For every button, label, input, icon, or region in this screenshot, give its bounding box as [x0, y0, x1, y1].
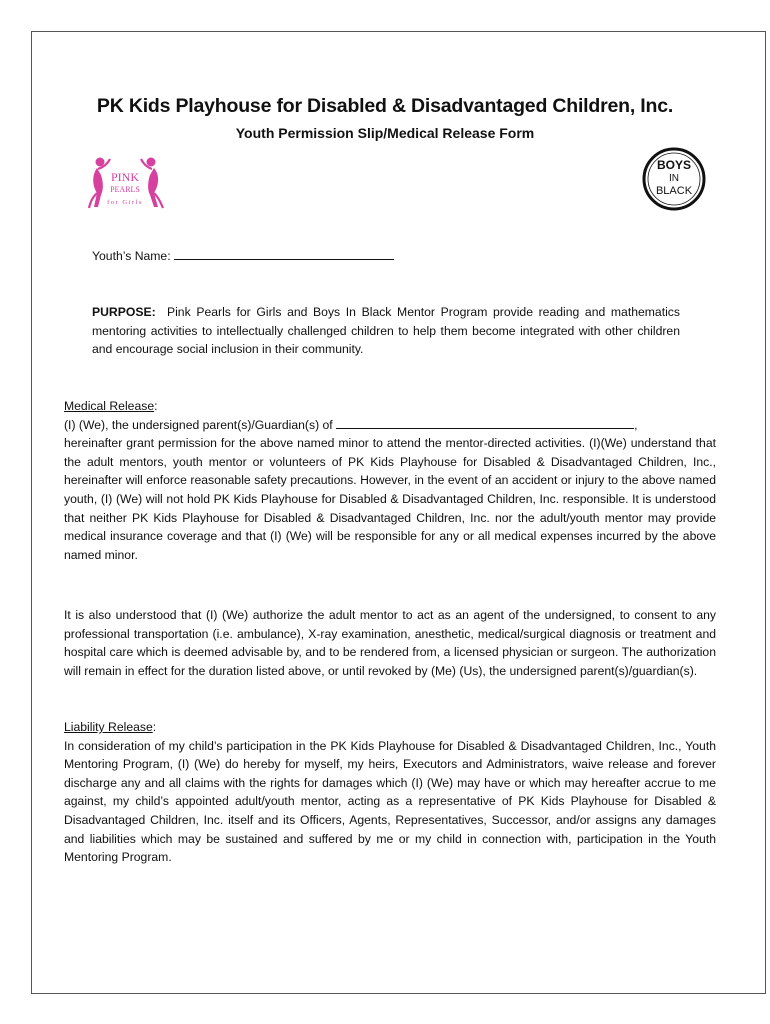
- logo-text-pearls: PEARLS: [110, 185, 140, 194]
- boys-in-black-logo: [642, 147, 706, 211]
- guardian-line-prefix: (I) (We), the undersigned parent(s)/Guardian(s) of: [64, 417, 333, 432]
- liability-release-section: [64, 718, 716, 867]
- guardian-line-suffix: ,: [634, 417, 638, 432]
- purpose-text: Pink Pearls for Girls and Boys In Black Mentor Program provide reading and mathematics mentoring activities to intellectually challenged children to help them become integrated with other children and encourage social inclusion in their community.: [92, 305, 680, 357]
- logo-text-black: BLACK: [655, 185, 693, 197]
- logo-text-boys: BOYS: [656, 158, 692, 172]
- logo-text-pink: PINK: [110, 170, 140, 184]
- youth-name-label: Youth’s Name:: [92, 249, 171, 263]
- liability-release-colon: :: [152, 720, 157, 734]
- medical-release-colon: :: [154, 399, 158, 413]
- purpose-section: [92, 303, 680, 359]
- youth-name-field: [92, 247, 394, 263]
- minor-name-blank[interactable]: [336, 416, 634, 429]
- document-title: PK Kids Playhouse for Disabled & Disadvantaged Children, Inc.: [96, 95, 674, 117]
- dancer-right-icon: [141, 158, 163, 209]
- purpose-label: PURPOSE:: [92, 305, 156, 319]
- logo-text-for-girls: for Girls: [107, 199, 143, 206]
- medical-release-body: hereinafter grant permission for the above named minor to attend the mentor-directed activities. (I)(We) understand that the adult mentors, youth mentor or volunteers of PK Kids Playhouse for Disabled & Disadvantaged Children, Inc., hereinafter will enforce reasonable safety precautions. However, in the event of an accident or injury to the above named youth, (I) (We) will not hold PK Kids Playhouse for Disabled & Disadvantaged Children, Inc. responsible. It is understood that neither PK Kids Playhouse for Disabled & Disadvantaged Children, Inc. nor the adult/youth mentor may provide medical insurance coverage and that (I) (We) will be responsible for any or all medical expenses incurred by the above named minor.: [64, 436, 716, 562]
- pink-pearls-logo: [88, 155, 180, 213]
- medical-release-heading: Medical Release: [64, 399, 155, 413]
- liability-release-heading: Liability Release: [64, 720, 153, 734]
- authorization-paragraph: It is also understood that (I) (We) authorize the adult mentor to act as an agent of the undersigned, to consent to any professional transportation (i.e. ambulance), X-ray examination, anesthetic, medical/surgical diagnosis or treatment and hospital care which is deemed advisable by, and to be rendered from, a licensed physician or surgeon. The authorization will remain in effect for the duration listed above, or until revoked by (Me) (Us), the undersigned parent(s)/guardian(s).: [64, 608, 716, 678]
- medical-release-section: [64, 397, 716, 564]
- liability-release-body: In consideration of my child’s participation in the PK Kids Playhouse for Disabled & Disadvantaged Children, Inc., Youth Mentoring Program, (I) (We) do hereby for myself, my heirs, Executors and Administrators, waive release and forever discharge any and all claims with the rights for damages which (I) (We) may have or which may hereafter accrue to me against, my child’s appointed adult/youth mentor, acting as a representative of PK Kids Playhouse for Disabled & Disadvantaged Children, Inc. itself and its Officers, Agents, Representatives, Successor, and/or assigns any damages and liabilities which may be sustained and suffered by me or my child in connection with, participation in the Youth Mentoring Program.: [64, 738, 716, 865]
- logo-text-in: IN: [669, 173, 679, 184]
- document-subtitle: Youth Permission Slip/Medical Release Form: [235, 125, 535, 141]
- youth-name-blank[interactable]: [174, 247, 394, 260]
- authorization-section: [64, 606, 716, 680]
